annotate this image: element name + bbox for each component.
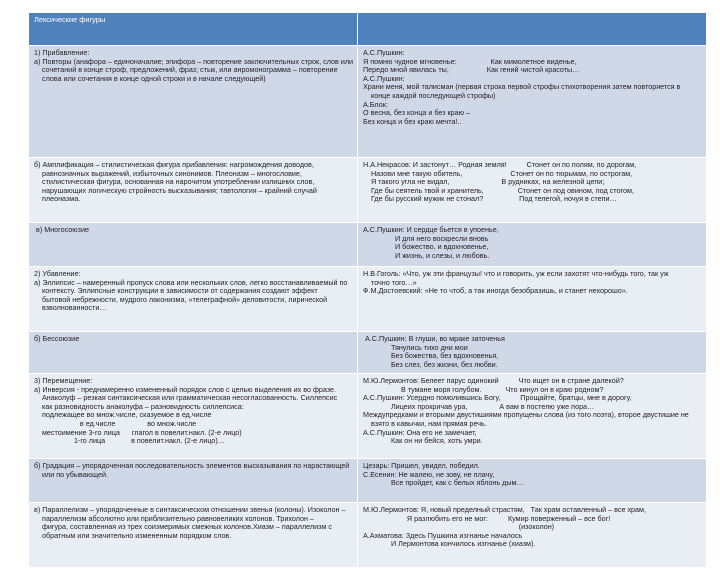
- left-cell: [29, 46, 358, 158]
- left-cell-line: а) Повторы (анафора – единоначалие; эпифора – повторение заключительных строк, слов или: [34, 56, 354, 66]
- left-cell-line: а) Инверсия - преднамеренно измененный порядок слов с целью выделения их во фразе.: [34, 384, 337, 394]
- left-cell-line: как разновидность анаколуфа – разновидность силлепсиса:: [34, 401, 244, 411]
- right-cell-line: А.С.Пушкин: И сердце бьется в упоенье,: [363, 225, 499, 234]
- right-cell-line: В тумане моря голубом. Что кинул он в краю родном?: [363, 384, 604, 394]
- right-cell-line: Без божества, без вдохновенья,: [363, 351, 499, 361]
- right-cell: [358, 267, 707, 332]
- figures-table: [28, 12, 707, 568]
- table-row: [29, 158, 707, 223]
- right-cell-line: М.Ю.Лермонтов: Я, новый пределный страстям, Так храм оставленный – все храм,: [363, 505, 646, 514]
- right-cell: [358, 332, 707, 374]
- right-cell: [358, 459, 707, 503]
- left-cell-line: или по убывающей.: [34, 469, 109, 479]
- right-cell-line: Я помню чудное мгновенье: Как мимолетное виденье,: [363, 56, 577, 66]
- table-row: [29, 223, 707, 267]
- left-cell-line: нарушающих логическую стройность высказывания; тавтология – крайний случай: [34, 185, 317, 195]
- left-cell-line: а) Эллипсис – намеренный пропуск слова или нескольких слов, легко восстанавливаемый по: [34, 277, 348, 287]
- right-cell-line: Лицеих прокричав ура, А вам в постелю уже пора…: [363, 401, 595, 411]
- right-cell-line: А.Блок:: [363, 99, 388, 109]
- right-cell: [358, 46, 707, 158]
- left-cell-line: плеоназма.: [34, 194, 81, 204]
- right-cell-line: А.С.Пушкин: Усердно помолившись Богу, Прощайте, братцы, мне в дорогу,: [363, 393, 632, 403]
- table-row: [29, 459, 707, 503]
- left-cell-line: 1) Прибавление:: [34, 48, 90, 57]
- right-cell-line: Как он ни бейся, хоть умри.: [363, 436, 483, 446]
- right-cell-line: И жизнь, и слезы, и любовь.: [363, 250, 490, 260]
- right-cell-line: точно того…»: [363, 277, 417, 287]
- right-cell-line: С.Есенин: Не жалею, не зову, не плачу,: [363, 469, 495, 479]
- left-cell-line: подлежащее во множ.числе, сказуемое в ед.числе: [34, 410, 212, 420]
- left-cell-line: равнозначных выражений, избыточных синонимов. Плеоназм – многословие,: [34, 168, 302, 178]
- right-cell-line: М.Ю.Лермонтов: Белеет парус одинокий Что ищет он в стране далекой?: [363, 376, 624, 385]
- left-cell-line: фигура, составленная из трех соизмеримых смежных колонов.Хиазм – параллелизм с: [34, 522, 332, 532]
- left-cell-line: сочетаний в конце строф, предложений, фраз; стык, или анромонограмма – повторение: [34, 65, 338, 75]
- left-cell-line: б) Бессоюзие: [34, 334, 80, 343]
- left-cell-line: обратным или значительно измененным порядком слов.: [34, 530, 232, 540]
- right-cell-line: Цезарь: Пришел, увидел, победил.: [363, 461, 480, 470]
- left-cell-line: б) Градация – упорядоченная последовательность элементов высказывания по нарастающей: [34, 461, 350, 470]
- right-cell-line: взято в кавычки, нам прямая речь.: [363, 418, 487, 428]
- right-cell-line: А.С.Пушкин: Она его не замечает,: [363, 427, 477, 437]
- table-row: [29, 374, 707, 459]
- right-cell-line: Н.В.Гоголь: «Что, уж эти французы! что и говорить, уж если захотят что-нибудь того, так уж: [363, 269, 669, 278]
- right-cell-line: Все пройдет, как с белых яблонь дым…: [363, 478, 524, 488]
- table-header-row: [29, 13, 707, 46]
- left-cell-line: 3) Перемещение:: [34, 376, 93, 385]
- left-cell: [29, 223, 358, 267]
- table-row: [29, 267, 707, 332]
- right-cell-line: Где бы сеятель твой и хранитель, Стонет он под овином, под стогом,: [363, 185, 634, 195]
- right-cell-line: И Лермонтова кончилось изгнанье (хиазм).: [363, 539, 536, 549]
- right-cell-line: Н.А.Некрасов: И застонут… Родная земля! Стонет он по полям, по дорогам,: [363, 160, 637, 169]
- table-row: [29, 332, 707, 374]
- right-cell-line: А.Ахматова: Здесь Пушкина изгнанье началось: [363, 530, 523, 540]
- right-cell-line: конце каждой последующей строфы): [363, 90, 496, 100]
- header-cell-right: [358, 13, 707, 46]
- right-cell: [358, 158, 707, 223]
- left-cell-line: Анаколуф – резкая синтаксическая или грамматическая несогласованность. Силлепсис: [34, 393, 338, 403]
- left-cell-line: взволнованности…: [34, 303, 107, 313]
- table-row: [29, 503, 707, 568]
- left-cell-line: бытовой небрежности, мудрого лаконизма, «телеграфной» деловитости, лирической: [34, 294, 328, 304]
- left-cell-line: контексту. Эллипсные конструкции в зависимости от содержания создают эффект: [34, 286, 318, 296]
- right-cell-line: Где бы русский мужик не стонал? Под телегой, ночуя в степи…: [363, 194, 617, 204]
- table-row: [29, 46, 707, 158]
- left-cell: [29, 332, 358, 374]
- right-cell-line: Без слез, без жизни, без любви.: [363, 359, 498, 369]
- left-cell: [29, 158, 358, 223]
- right-cell-line: Я такого угла не видал, В рудниках, на железной цепи;: [363, 177, 605, 187]
- right-cell: [358, 374, 707, 459]
- right-cell-line: Передо мной явилась ты, Как гений чистой красоты…: [363, 65, 580, 75]
- left-cell: [29, 459, 358, 503]
- left-cell-line: местоимение 3-го лица глагол в повелит.накл. (2-е лицо): [34, 427, 242, 437]
- right-cell-line: Без конца и без краю мечта!..: [363, 116, 462, 126]
- left-cell-line: слова или сочетания в конце одной строки и в начале следующей): [34, 73, 266, 83]
- left-cell-line: в) Параллелизм – упорядоченные в синтаксическом отношении звенья (колоны). Изоколон –: [34, 505, 346, 514]
- right-cell-line: (изоколон): [363, 522, 555, 532]
- left-cell-line: параллелизм абсолютно или приблизительно равновеликих колонов. Трихолон –: [34, 513, 314, 523]
- left-cell-line: 2) Убавление:: [34, 269, 81, 278]
- left-cell-line: в) Многосоюзие: [34, 225, 89, 234]
- right-cell-line: Я разлюбить его не мог: Кумир поверженный – все бог!: [363, 513, 611, 523]
- left-cell: [29, 267, 358, 332]
- left-cell-line: б) Амплификация – стилистическая фигура прибавления: нагромождения доводов,: [34, 160, 314, 169]
- right-cell-line: А.С.Пушкин: В глуши, во мраке заточенья: [363, 334, 505, 343]
- left-cell-line: в ед.числе во множ.числе: [34, 418, 197, 428]
- right-cell-line: Назови мне такую обитель, Стонет он по тюрьмам, по острогам,: [363, 168, 633, 178]
- right-cell-line: Храни меня, мой талисман (первая строка первой строфы стихотворения затем повторяется в: [363, 82, 681, 92]
- right-cell-line: А.С.Пушкин:: [363, 73, 405, 83]
- right-cell-line: Ф.М.Достоевский: «Не то чтоб, а так иногда безобразишь, и станет нехорошо».: [363, 286, 628, 296]
- left-cell: [29, 374, 358, 459]
- right-cell-line: И божество, и вдохновенье,: [363, 242, 489, 252]
- right-cell-line: О весна, без конца и без краю –: [363, 108, 471, 118]
- header-cell-left: Лексические фигуры: [29, 13, 358, 46]
- right-cell: [358, 223, 707, 267]
- right-cell-line: Тянулись тихо дни мои: [363, 342, 468, 352]
- right-cell: [358, 503, 707, 568]
- right-cell-line: А.С.Пушкин:: [363, 48, 405, 57]
- left-cell: [29, 503, 358, 568]
- left-cell-line: 1-го лица в повелит.накл. (2-е лицо)…: [34, 436, 225, 446]
- right-cell-line: Междупредками и вторыми двустишиями пропущены слова (из того поэта), второе двустишие не: [363, 410, 689, 420]
- right-cell-line: И для него воскресли вновь: [363, 233, 489, 243]
- left-cell-line: стилистическая фигура, основанная на нарочитом употреблении излишних слов,: [34, 177, 315, 187]
